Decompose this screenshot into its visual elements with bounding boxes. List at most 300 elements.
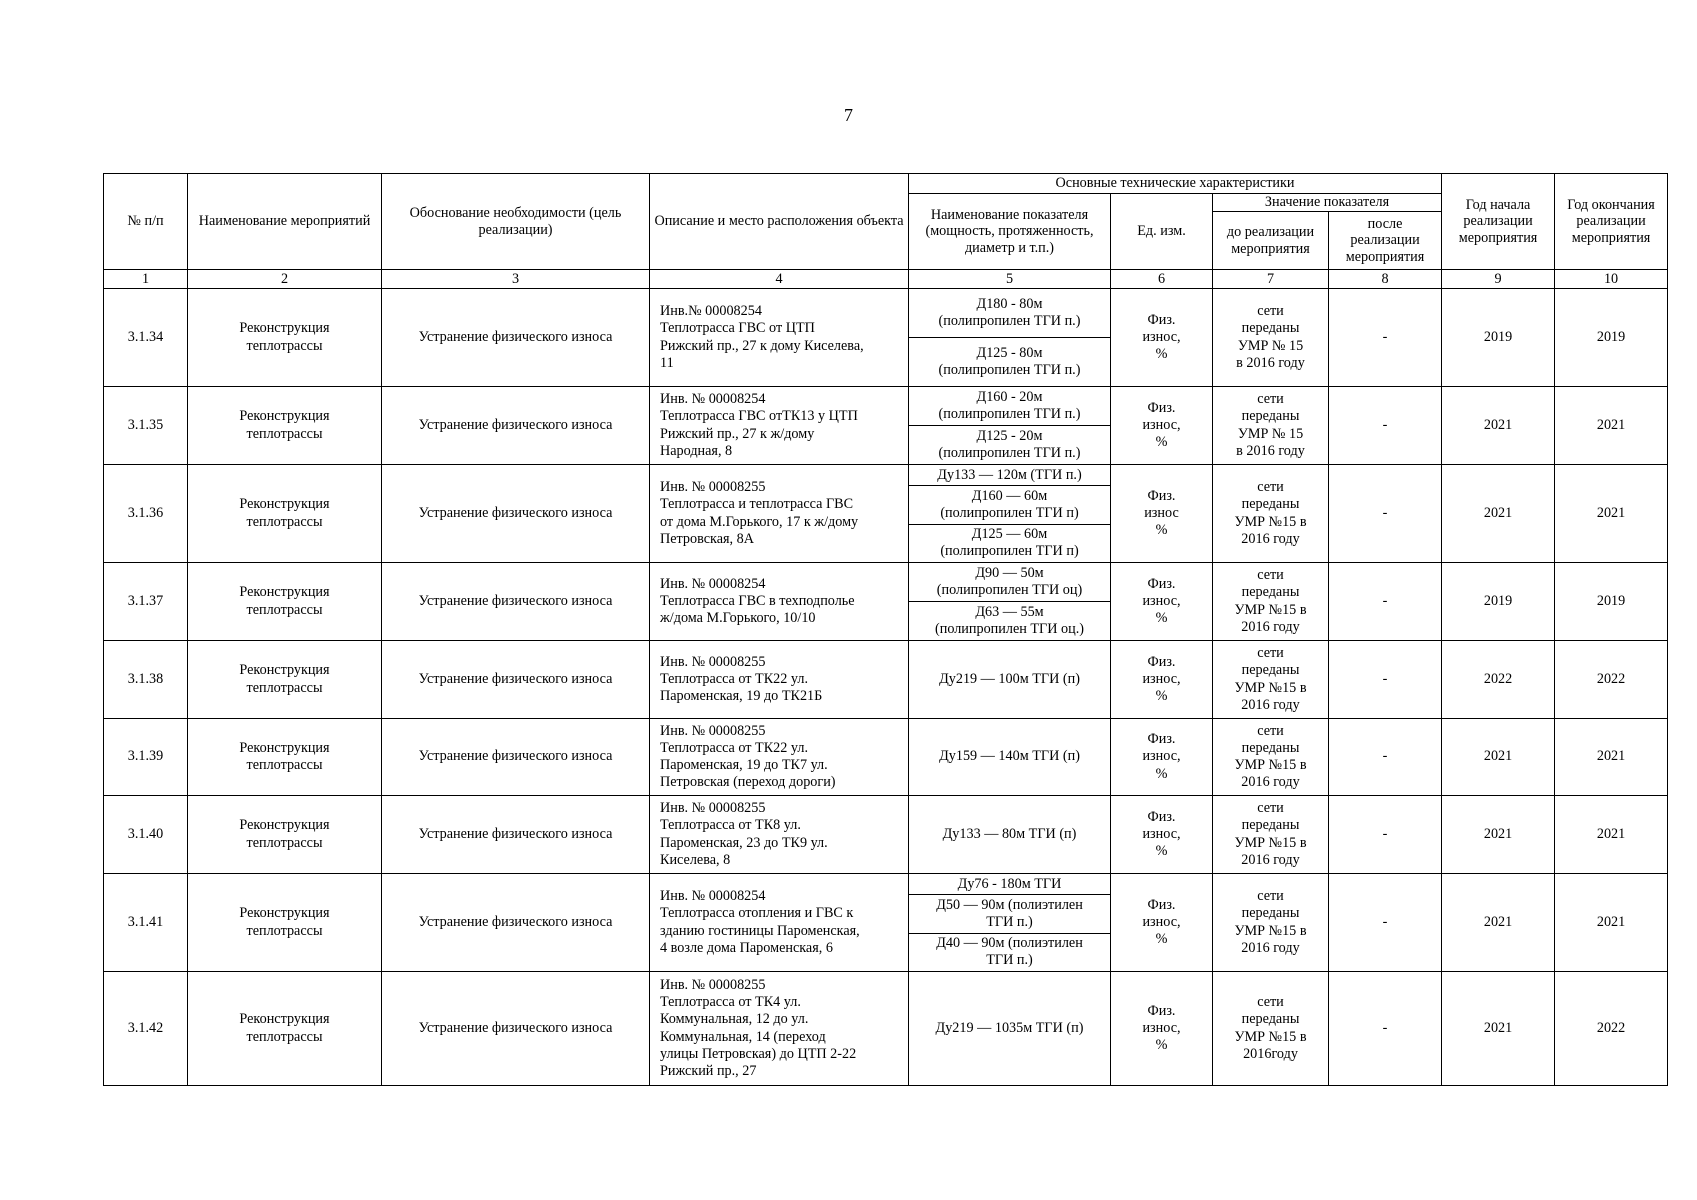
value-before-line: 2016 году bbox=[1241, 851, 1300, 868]
indicator-params bbox=[909, 289, 1111, 387]
value-before-line: переданы bbox=[1241, 662, 1300, 679]
row-number: 3.1.40 bbox=[104, 796, 188, 874]
indicator-line: Д180 - 80м bbox=[976, 295, 1043, 312]
indicator-item bbox=[909, 874, 1110, 895]
indicator-params bbox=[909, 465, 1111, 563]
start-year: 2021 bbox=[1442, 465, 1555, 563]
unit bbox=[1111, 874, 1213, 972]
header-before: до реализации мероприятия bbox=[1213, 212, 1329, 270]
indicator-text bbox=[940, 488, 1078, 522]
indicator-line: (полипропилен ТГИ п.) bbox=[938, 313, 1081, 329]
description-line: Пароменская, 23 до ТК9 ул. bbox=[660, 834, 828, 851]
indicator-line: Ду159 — 140м ТГИ (п) bbox=[939, 748, 1080, 765]
value-before-line: УМР №15 в bbox=[1234, 1028, 1307, 1045]
activity-name bbox=[188, 465, 382, 563]
indicator-line: (полипропилен ТГИ оц.) bbox=[935, 621, 1084, 637]
indicator-list bbox=[909, 719, 1110, 795]
indicator-text bbox=[939, 389, 1081, 423]
indicator-list bbox=[909, 289, 1110, 386]
page-number: 7 bbox=[844, 105, 853, 125]
header-description: Описание и место расположения объекта bbox=[650, 174, 909, 270]
column-number: 7 bbox=[1213, 270, 1329, 289]
end-year: 2021 bbox=[1555, 719, 1668, 796]
indicator-text bbox=[939, 345, 1081, 379]
value-before-line: 2016 году bbox=[1241, 696, 1300, 713]
value-after: - bbox=[1329, 289, 1442, 387]
end-year: 2022 bbox=[1555, 641, 1668, 719]
table-row bbox=[104, 719, 1668, 796]
value-before-line: переданы bbox=[1241, 817, 1300, 834]
value-before-line: сети bbox=[1257, 888, 1284, 905]
activity-name-line: теплотрассы bbox=[246, 679, 323, 696]
value-before-line: переданы bbox=[1241, 496, 1300, 513]
activity-name-line: Реконструкция bbox=[239, 408, 330, 425]
justification: Устранение физического износа bbox=[382, 874, 650, 972]
unit-line: Физ. bbox=[1147, 653, 1176, 670]
indicator-list bbox=[909, 972, 1110, 1085]
start-year: 2022 bbox=[1442, 641, 1555, 719]
indicator-params bbox=[909, 719, 1111, 796]
start-year: 2021 bbox=[1442, 719, 1555, 796]
activity-name-line: Реконструкция bbox=[239, 905, 330, 922]
header-start-year: Год начала реализации мероприятия bbox=[1442, 174, 1555, 270]
value-before-line: переданы bbox=[1241, 584, 1300, 601]
unit-line: Физ. bbox=[1147, 1002, 1176, 1019]
row-number: 3.1.41 bbox=[104, 874, 188, 972]
indicator-line: ТГИ п.) bbox=[986, 913, 1033, 930]
row-number: 3.1.39 bbox=[104, 719, 188, 796]
end-year: 2021 bbox=[1555, 387, 1668, 465]
header-tech-characteristics: Основные технические характеристики bbox=[909, 174, 1442, 194]
activity-name-line: теплотрассы bbox=[246, 1028, 323, 1045]
indicator-line: Ду219 — 1035м ТГИ (п) bbox=[935, 1019, 1084, 1036]
indicator-line: Д125 - 80м bbox=[976, 344, 1043, 361]
column-number: 6 bbox=[1111, 270, 1213, 289]
indicator-list bbox=[909, 563, 1110, 640]
indicator-line: (полипропилен ТГИ п.) bbox=[938, 406, 1081, 422]
table-row bbox=[104, 874, 1668, 972]
activity-name bbox=[188, 641, 382, 719]
indicator-line: Ду133 — 80м ТГИ (п) bbox=[942, 825, 1077, 842]
indicator-line: (полипропилен ТГИ п.) bbox=[938, 445, 1081, 461]
indicator-item bbox=[909, 426, 1110, 464]
table-row bbox=[104, 972, 1668, 1086]
object-description bbox=[650, 387, 909, 465]
indicator-params bbox=[909, 641, 1111, 719]
indicator-text bbox=[936, 897, 1083, 931]
value-before-line: переданы bbox=[1241, 320, 1300, 337]
indicator-line: (полипропилен ТГИ п) bbox=[940, 504, 1079, 521]
description-line: Коммунальная, 12 до ул. bbox=[660, 1011, 809, 1028]
description-line: Петровская, 8А bbox=[660, 530, 754, 547]
value-after: - bbox=[1329, 563, 1442, 641]
activity-name-line: Реконструкция bbox=[239, 584, 330, 601]
object-description bbox=[650, 465, 909, 563]
unit bbox=[1111, 972, 1213, 1086]
value-before bbox=[1213, 719, 1329, 796]
value-after: - bbox=[1329, 874, 1442, 972]
object-description bbox=[650, 796, 909, 874]
value-before bbox=[1213, 874, 1329, 972]
description-line: Теплотрасса от ТК8 ул. bbox=[660, 817, 801, 834]
unit-line: Физ. bbox=[1147, 575, 1176, 592]
table-row bbox=[104, 289, 1668, 387]
value-before bbox=[1213, 465, 1329, 563]
unit-line: % bbox=[1155, 434, 1168, 451]
activity-name-line: теплотрассы bbox=[246, 337, 323, 354]
indicator-params bbox=[909, 874, 1111, 972]
value-before-line: УМР №15 в bbox=[1234, 513, 1307, 530]
activity-name-line: Реконструкция bbox=[239, 817, 330, 834]
header-justification: Обоснование необходимости (цель реализации) bbox=[382, 174, 650, 270]
indicator-line: Д160 — 60м bbox=[971, 487, 1048, 504]
indicator-line: Д40 — 90м (полиэтилен bbox=[936, 935, 1083, 952]
justification: Устранение физического износа bbox=[382, 719, 650, 796]
description-line: ж/дома М.Горького, 10/10 bbox=[660, 610, 816, 627]
description-line: Рижский пр., 27 к ж/дому bbox=[660, 425, 815, 442]
unit-line: % bbox=[1155, 346, 1168, 363]
column-number: 3 bbox=[382, 270, 650, 289]
table-body bbox=[104, 289, 1668, 1086]
indicator-params bbox=[909, 387, 1111, 465]
description-line: Инв. № 00008255 bbox=[660, 479, 766, 496]
unit-line: износ, bbox=[1142, 1019, 1181, 1036]
description-line: улицы Петровская) до ЦТП 2-22 bbox=[660, 1045, 857, 1062]
value-before-line: УМР № 15 bbox=[1237, 425, 1304, 442]
description-line: Народная, 8 bbox=[660, 442, 733, 459]
row-number: 3.1.34 bbox=[104, 289, 188, 387]
column-number: 8 bbox=[1329, 270, 1442, 289]
indicator-line: (полипропилен ТГИ оц) bbox=[936, 582, 1083, 598]
table-row bbox=[104, 465, 1668, 563]
row-number: 3.1.37 bbox=[104, 563, 188, 641]
description-line: Теплотрасса от ТК22 ул. bbox=[660, 670, 808, 687]
justification: Устранение физического износа bbox=[382, 465, 650, 563]
unit bbox=[1111, 563, 1213, 641]
header-number: № п/п bbox=[104, 174, 188, 270]
header-indicator-name: Наименование показателя (мощность, протяженность, диаметр и т.п.) bbox=[909, 194, 1111, 270]
unit-line: износ, bbox=[1142, 913, 1181, 930]
unit bbox=[1111, 465, 1213, 563]
unit-line: % bbox=[1155, 931, 1168, 948]
unit-line: % bbox=[1155, 843, 1168, 860]
unit-line: износ bbox=[1144, 504, 1179, 521]
indicator-text bbox=[939, 296, 1081, 330]
row-number: 3.1.42 bbox=[104, 972, 188, 1086]
value-before bbox=[1213, 641, 1329, 719]
activity-name bbox=[188, 563, 382, 641]
value-before-line: 2016году bbox=[1243, 1045, 1298, 1062]
value-before-line: переданы bbox=[1241, 905, 1300, 922]
unit-line: % bbox=[1155, 522, 1168, 539]
activity-name-line: теплотрассы bbox=[246, 834, 323, 851]
table-row bbox=[104, 641, 1668, 719]
table-row bbox=[104, 387, 1668, 465]
indicator-item bbox=[909, 641, 1110, 718]
description-line: Инв. № 00008254 bbox=[660, 575, 766, 592]
row-number: 3.1.36 bbox=[104, 465, 188, 563]
indicator-line: Д160 - 20м bbox=[976, 388, 1043, 405]
header-after: после реализации мероприятия bbox=[1329, 212, 1442, 270]
activity-name-line: теплотрассы bbox=[246, 922, 323, 939]
description-line: зданию гостиницы Пароменская, bbox=[660, 922, 860, 939]
value-before bbox=[1213, 972, 1329, 1086]
activity-name bbox=[188, 719, 382, 796]
unit-line: износ, bbox=[1142, 416, 1181, 433]
description-line: Теплотрасса отопления и ГВС к bbox=[660, 905, 854, 922]
unit-line: Физ. bbox=[1147, 896, 1176, 913]
indicator-text bbox=[958, 876, 1062, 893]
column-number: 10 bbox=[1555, 270, 1668, 289]
activity-name-line: Реконструкция bbox=[239, 320, 330, 337]
indicator-text bbox=[943, 826, 1077, 843]
value-after: - bbox=[1329, 641, 1442, 719]
value-before-line: 2016 году bbox=[1241, 774, 1300, 791]
description-line: Рижский пр., 27 bbox=[660, 1062, 757, 1079]
value-before bbox=[1213, 387, 1329, 465]
unit-line: Физ. bbox=[1147, 311, 1176, 328]
start-year: 2021 bbox=[1442, 796, 1555, 874]
indicator-text bbox=[939, 428, 1081, 462]
unit-line: % bbox=[1155, 688, 1168, 705]
description-line: Теплотрасса ГВС в техподполье bbox=[660, 592, 855, 609]
activity-name-line: Реконструкция bbox=[239, 662, 330, 679]
activity-name bbox=[188, 289, 382, 387]
indicator-item bbox=[909, 796, 1110, 873]
description-line: Инв. № 00008254 bbox=[660, 888, 766, 905]
indicator-line: Ду219 — 100м ТГИ (п) bbox=[939, 670, 1080, 687]
object-description bbox=[650, 563, 909, 641]
value-before-line: сети bbox=[1257, 722, 1284, 739]
end-year: 2022 bbox=[1555, 972, 1668, 1086]
description-line: Петровская (переход дороги) bbox=[660, 774, 836, 791]
value-before-line: переданы bbox=[1241, 739, 1300, 756]
indicator-item bbox=[909, 486, 1110, 524]
value-before bbox=[1213, 289, 1329, 387]
value-after: - bbox=[1329, 972, 1442, 1086]
indicator-text bbox=[940, 526, 1078, 560]
description-line: Теплотрасса и теплотрасса ГВС bbox=[660, 496, 854, 513]
indicator-line: Д63 — 55м bbox=[975, 603, 1044, 620]
indicator-text bbox=[939, 671, 1080, 688]
indicator-text bbox=[935, 604, 1084, 638]
unit bbox=[1111, 641, 1213, 719]
description-line: Инв. № 00008254 bbox=[660, 391, 766, 408]
indicator-item bbox=[909, 525, 1110, 562]
indicator-text bbox=[937, 467, 1081, 484]
activity-name-line: Реконструкция bbox=[239, 1011, 330, 1028]
unit-line: износ, bbox=[1142, 328, 1181, 345]
value-before-line: УМР № 15 bbox=[1237, 337, 1304, 354]
start-year: 2019 bbox=[1442, 563, 1555, 641]
unit bbox=[1111, 796, 1213, 874]
value-before bbox=[1213, 796, 1329, 874]
description-line: Инв.№ 00008254 bbox=[660, 303, 762, 320]
description-line: 4 возле дома Пароменская, 6 bbox=[660, 939, 833, 956]
unit-line: % bbox=[1155, 610, 1168, 627]
description-line: Теплотрасса от ТК4 ул. bbox=[660, 994, 801, 1011]
justification: Устранение физического износа bbox=[382, 796, 650, 874]
value-after: - bbox=[1329, 796, 1442, 874]
indicator-line: Д90 — 50м bbox=[975, 564, 1044, 581]
table-row bbox=[104, 796, 1668, 874]
description-line: от дома М.Горького, 17 к ж/дому bbox=[660, 513, 859, 530]
unit-line: Физ. bbox=[1147, 731, 1176, 748]
justification: Устранение физического износа bbox=[382, 387, 650, 465]
indicator-item bbox=[909, 895, 1110, 933]
description-line: Теплотрасса ГВС отТК13 у ЦТП bbox=[660, 408, 858, 425]
indicator-text bbox=[939, 748, 1080, 765]
unit-line: износ, bbox=[1142, 670, 1181, 687]
value-before-line: в 2016 году bbox=[1236, 354, 1305, 371]
description-line: Инв. № 00008255 bbox=[660, 653, 766, 670]
indicator-list bbox=[909, 641, 1110, 718]
indicator-line: ТГИ п.) bbox=[986, 952, 1033, 969]
unit-line: износ, bbox=[1142, 592, 1181, 609]
indicator-line: Д50 — 90м (полиэтилен bbox=[936, 896, 1083, 913]
indicator-item bbox=[909, 563, 1110, 602]
column-number: 4 bbox=[650, 270, 909, 289]
header-unit: Ед. изм. bbox=[1111, 194, 1213, 270]
value-before-line: УМР №15 в bbox=[1234, 601, 1307, 618]
description-line: Рижский пр., 27 к дому Киселева, bbox=[660, 337, 864, 354]
unit-line: % bbox=[1155, 1037, 1168, 1054]
indicator-item bbox=[909, 465, 1110, 486]
description-line: Пароменская, 19 до ТК7 ул. bbox=[660, 757, 828, 773]
value-before-line: переданы bbox=[1241, 408, 1300, 425]
end-year: 2019 bbox=[1555, 289, 1668, 387]
indicator-params bbox=[909, 796, 1111, 874]
activity-name bbox=[188, 796, 382, 874]
justification: Устранение физического износа bbox=[382, 641, 650, 719]
indicator-item bbox=[909, 972, 1110, 1085]
indicator-item bbox=[909, 602, 1110, 640]
end-year: 2021 bbox=[1555, 796, 1668, 874]
table-row bbox=[104, 563, 1668, 641]
description-line: Киселева, 8 bbox=[660, 851, 731, 868]
value-before-line: переданы bbox=[1241, 1011, 1300, 1028]
end-year: 2019 bbox=[1555, 563, 1668, 641]
unit bbox=[1111, 387, 1213, 465]
column-number: 1 bbox=[104, 270, 188, 289]
value-before-line: УМР №15 в bbox=[1234, 679, 1307, 696]
description-line: Теплотрасса ГВС от ЦТП bbox=[660, 320, 815, 337]
indicator-item bbox=[909, 387, 1110, 426]
value-before-line: УМР №15 в bbox=[1234, 757, 1307, 773]
value-before-line: сети bbox=[1257, 391, 1284, 408]
description-line: 11 bbox=[660, 354, 674, 371]
activity-name-line: теплотрассы bbox=[246, 757, 323, 773]
object-description bbox=[650, 641, 909, 719]
start-year: 2021 bbox=[1442, 387, 1555, 465]
indicator-line: Ду76 - 180м ТГИ bbox=[957, 875, 1062, 892]
column-number: 9 bbox=[1442, 270, 1555, 289]
value-before-line: 2016 году bbox=[1241, 530, 1300, 547]
end-year: 2021 bbox=[1555, 874, 1668, 972]
description-line: Пароменская, 19 до ТК21Б bbox=[660, 688, 823, 705]
header-indicator-value: Значение показателя bbox=[1213, 194, 1442, 212]
value-before-line: сети bbox=[1257, 479, 1284, 496]
value-before-line: сети bbox=[1257, 800, 1284, 817]
value-before-line: сети bbox=[1257, 994, 1284, 1011]
description-line: Коммунальная, 14 (переход bbox=[660, 1028, 826, 1045]
description-line: Инв. № 00008255 bbox=[660, 722, 766, 739]
description-line: Инв. № 00008255 bbox=[660, 977, 766, 994]
indicator-item bbox=[909, 338, 1110, 386]
indicator-params bbox=[909, 563, 1111, 641]
start-year: 2021 bbox=[1442, 972, 1555, 1086]
value-before-line: сети bbox=[1257, 567, 1284, 584]
header-activity-name: Наименование мероприятий bbox=[188, 174, 382, 270]
object-description bbox=[650, 874, 909, 972]
indicator-list bbox=[909, 874, 1110, 971]
value-before bbox=[1213, 563, 1329, 641]
value-before-line: УМР №15 в bbox=[1234, 834, 1307, 851]
value-after: - bbox=[1329, 719, 1442, 796]
unit-line: износ, bbox=[1142, 748, 1181, 765]
description-line: Инв. № 00008255 bbox=[660, 800, 766, 817]
object-description bbox=[650, 289, 909, 387]
table-header bbox=[104, 174, 1668, 289]
activity-name-line: теплотрассы bbox=[246, 513, 323, 530]
activity-name-line: теплотрассы bbox=[246, 425, 323, 442]
indicator-list bbox=[909, 465, 1110, 562]
justification: Устранение физического износа bbox=[382, 972, 650, 1086]
activity-name-line: теплотрассы bbox=[246, 601, 323, 618]
indicator-params bbox=[909, 972, 1111, 1086]
indicator-item bbox=[909, 934, 1110, 971]
value-after: - bbox=[1329, 387, 1442, 465]
justification: Устранение физического износа bbox=[382, 289, 650, 387]
activity-name-line: Реконструкция bbox=[239, 496, 330, 513]
value-before-line: УМР №15 в bbox=[1234, 922, 1307, 939]
value-before-line: 2016 году bbox=[1241, 939, 1300, 956]
activities-table bbox=[103, 173, 1668, 1086]
unit-line: % bbox=[1155, 765, 1168, 782]
activity-name bbox=[188, 972, 382, 1086]
indicator-text bbox=[937, 565, 1082, 599]
indicator-line: Ду133 — 120м (ТГИ п.) bbox=[937, 466, 1082, 483]
column-number: 2 bbox=[188, 270, 382, 289]
indicator-line: (полипропилен ТГИ п.) bbox=[938, 362, 1081, 378]
indicator-text bbox=[936, 1020, 1084, 1037]
indicator-line: (полипропилен ТГИ п) bbox=[940, 543, 1079, 560]
object-description bbox=[650, 719, 909, 796]
justification: Устранение физического износа bbox=[382, 563, 650, 641]
value-before-line: 2016 году bbox=[1241, 618, 1300, 635]
value-before-line: в 2016 году bbox=[1236, 442, 1305, 459]
unit-line: Физ. bbox=[1147, 399, 1176, 416]
indicator-list bbox=[909, 387, 1110, 464]
indicator-text bbox=[936, 935, 1083, 969]
indicator-item bbox=[909, 289, 1110, 338]
unit-line: Физ. bbox=[1147, 487, 1176, 504]
value-before-line: сети bbox=[1257, 645, 1284, 662]
indicator-line: Д125 - 20м bbox=[976, 427, 1043, 444]
header-end-year: Год окончания реализации мероприятия bbox=[1555, 174, 1668, 270]
indicator-item bbox=[909, 719, 1110, 795]
row-number: 3.1.35 bbox=[104, 387, 188, 465]
value-before-line: сети bbox=[1257, 303, 1284, 320]
unit bbox=[1111, 289, 1213, 387]
unit bbox=[1111, 719, 1213, 796]
unit-line: Физ. bbox=[1147, 808, 1176, 825]
value-after: - bbox=[1329, 465, 1442, 563]
object-description bbox=[650, 972, 909, 1086]
column-number: 5 bbox=[909, 270, 1111, 289]
unit-line: износ, bbox=[1142, 825, 1181, 842]
indicator-line: Д125 — 60м bbox=[971, 526, 1048, 543]
